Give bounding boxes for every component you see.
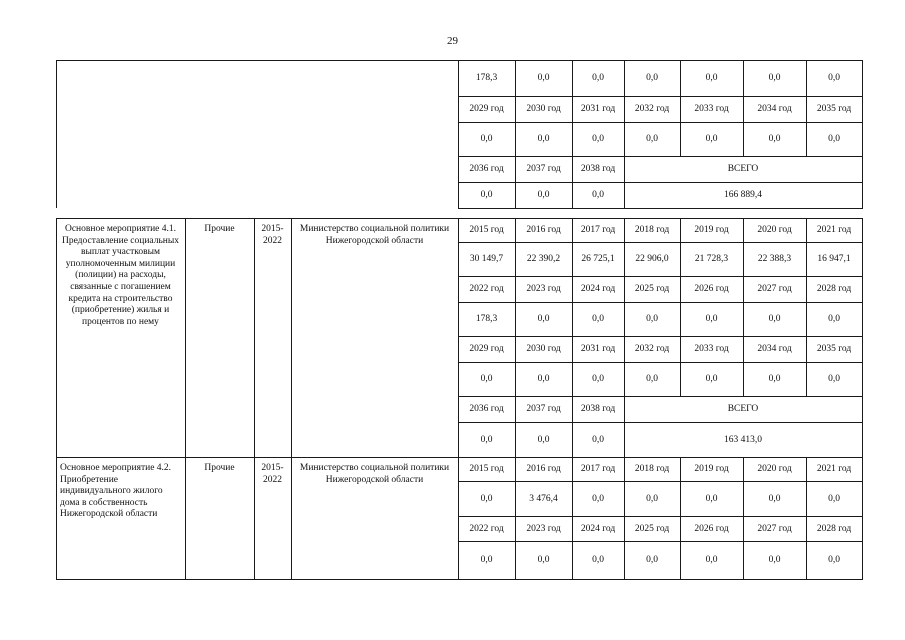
measure-4-2-cell-border [862, 481, 863, 517]
continuation-year-header: 2035 год [816, 104, 852, 114]
measure-4-1-value-cell: 21 728,3 [694, 254, 729, 264]
measure-4-2-cell-border [624, 457, 625, 482]
measure-4-1-row-line [458, 242, 863, 243]
measure-4-1-year-header: 2036 год [469, 404, 504, 414]
measure-4-1-year-header: 2033 год [694, 344, 729, 354]
measure-4-1-cell-border [680, 218, 681, 243]
continuation-cell-border [806, 60, 807, 97]
measure-column-border [56, 457, 57, 580]
continuation-year-header: 2037 год [526, 164, 561, 174]
measure-column-border [291, 457, 292, 580]
measure-4-2-cell-border [806, 457, 807, 482]
measure-4-2-value-cell: 0,0 [768, 555, 781, 565]
measure-4-1-cell-border [624, 396, 625, 423]
measure-4-1-cell-border [458, 336, 459, 363]
continuation-cell-border [515, 96, 516, 123]
continuation-year-header: 2032 год [634, 104, 670, 114]
continuation-cell-border [572, 122, 573, 157]
continuation-cell-border [624, 122, 625, 157]
measure-4-1-year-header: 2031 год [580, 344, 616, 354]
continuation-cell-border [862, 182, 863, 209]
measure-4-1-value-cell: 0,0 [592, 374, 604, 384]
measure-4-2-year-header: 2026 год [694, 523, 729, 534]
measure-4-1-year-header: 2030 год [526, 344, 561, 354]
measure-4-1-year-header: 2037 год [526, 404, 561, 414]
measure-4-1-cell-border [458, 218, 459, 243]
continuation-cell-border [862, 96, 863, 123]
measure-4-1-cell-border [624, 362, 625, 397]
measure-4-2-cell-border [680, 516, 681, 542]
measure-4-1-cell-border [572, 276, 573, 303]
measure-4-1-executor: Министерство социальной политики Нижегородской области [299, 224, 450, 246]
continuation-value-cell: 0,0 [480, 190, 493, 200]
continuation-value-cell: 0,0 [646, 134, 658, 144]
measure-4-1-cell-border [515, 276, 516, 303]
measure-4-2-cell-border [624, 516, 625, 542]
continuation-year-header: 2033 год [694, 104, 729, 114]
continuation-year-header: 2029 год [469, 104, 504, 114]
continuation-cell-border [743, 96, 744, 123]
measure-4-2-cell-border [862, 541, 863, 580]
measure-4-1-cell-border [862, 336, 863, 363]
continuation-row-line [458, 208, 863, 209]
measure-4-2-cell-border [572, 541, 573, 580]
measure-4-2-value-cell: 0,0 [646, 555, 658, 565]
measure-4-2-cell-border [458, 541, 459, 580]
measure-4-1-year-header: 2020 год [757, 225, 792, 235]
measure-4-2-value-cell: 0,0 [646, 493, 658, 504]
measure-4-2-executor: Министерство социальной политики Нижегородской области [299, 463, 450, 485]
measure-4-2-year-header: 2021 год [816, 464, 852, 474]
continuation-cell-border [624, 182, 625, 209]
measure-4-1-cell-border [572, 242, 573, 277]
continuation-cell-border [458, 122, 459, 157]
continuation-value-cell: 166 889,4 [724, 190, 762, 200]
measure-4-1-year-header: ВСЕГО [727, 404, 759, 414]
measure-column-border [291, 218, 292, 458]
measure-4-1-cell-border [572, 362, 573, 397]
continuation-cell-border [624, 156, 625, 183]
continuation-row-line [458, 156, 863, 157]
continuation-value-cell: 0,0 [646, 73, 658, 83]
continuation-value-cell: 0,0 [537, 134, 550, 144]
measure-4-1-value-cell: 0,0 [828, 374, 840, 384]
measure-4-1-cell-border [862, 242, 863, 277]
continuation-cell-border [458, 96, 459, 123]
measure-4-1-cell-border [862, 396, 863, 423]
continuation-value-cell: 0,0 [828, 134, 840, 144]
measure-4-2-row-line [458, 481, 863, 482]
measure-4-1-cell-border [743, 242, 744, 277]
continuation-cell-border [572, 182, 573, 209]
measure-4-1-cell-border [680, 336, 681, 363]
continuation-year-header: ВСЕГО [727, 164, 759, 174]
measure-4-2-cell-border [572, 457, 573, 482]
measure-4-1-cell-border [515, 302, 516, 337]
continuation-row-line [458, 122, 863, 123]
measure-4-1-value-cell: 0,0 [480, 374, 493, 384]
measure-4-1-cell-border [624, 218, 625, 243]
measure-4-1-cell-border [680, 302, 681, 337]
measure-4-1-period: 2015-2022 [261, 224, 284, 246]
measure-4-1-cell-border [624, 422, 625, 458]
measure-4-1-cell-border [862, 218, 863, 243]
continuation-cell-border [862, 60, 863, 97]
continuation-value-cell: 0,0 [768, 73, 781, 83]
continuation-cell-border [743, 60, 744, 97]
measure-column-border [56, 218, 57, 458]
continuation-cell-border [515, 122, 516, 157]
measure-4-1-value-cell: 16 947,1 [817, 254, 851, 264]
continuation-cell-border [680, 122, 681, 157]
measure-4-1-value-cell: 26 725,1 [581, 254, 615, 264]
continuation-value-cell: 0,0 [705, 134, 718, 144]
measure-column-border [254, 218, 255, 458]
measure-4-1-year-header: 2016 год [526, 225, 561, 235]
measure-4-1-cell-border [572, 422, 573, 458]
measure-4-1-year-header: 2035 год [816, 344, 852, 354]
measure-4-1-year-header: 2021 год [816, 225, 852, 235]
measure-4-2-year-header: 2025 год [634, 523, 670, 534]
measure-4-2-year-header: 2015 год [469, 464, 504, 474]
measure-4-1-cell-border [862, 276, 863, 303]
measure-4-1-cell-border [515, 336, 516, 363]
continuation-cell-border [458, 60, 459, 97]
measure-4-1-cell-border [680, 242, 681, 277]
measure-4-2-row-line [458, 457, 863, 458]
measure-4-1-cell-border [458, 396, 459, 423]
measure-4-2-cell-border [458, 481, 459, 517]
measure-4-2-year-header: 2028 год [816, 523, 852, 534]
continuation-cell-border [515, 156, 516, 183]
measure-4-2-cell-border [458, 457, 459, 482]
measure-4-1-cell-border [458, 422, 459, 458]
measure-4-1-cell-border [680, 276, 681, 303]
measure-4-1-cell-border [458, 276, 459, 303]
measure-4-2-year-header: 2019 год [694, 464, 729, 474]
measure-4-1-cell-border [515, 218, 516, 243]
measure-4-1-cell-border [680, 362, 681, 397]
measure-4-1-cell-border [572, 336, 573, 363]
measure-4-2-cell-border [624, 541, 625, 580]
continuation-value-cell: 0,0 [537, 190, 550, 200]
measure-4-1-cell-border [624, 276, 625, 303]
measure-4-2-cell-border [680, 457, 681, 482]
table-left-border [56, 60, 57, 208]
continuation-cell-border [680, 60, 681, 97]
measure-4-2-value-cell: 0,0 [480, 555, 493, 565]
measure-4-1-year-header: 2038 год [580, 404, 616, 414]
measure-4-2-name: Основное мероприятие 4.2. Приобретение индивидуального жилого дома в собственность Нижегородской области [60, 463, 172, 520]
measure-4-1-cell-border [743, 302, 744, 337]
measure-4-1-value-cell: 0,0 [828, 314, 840, 324]
measure-4-2-year-header: 2027 год [757, 523, 792, 534]
continuation-value-cell: 0,0 [537, 73, 550, 83]
measure-4-1-value-cell: 22 390,2 [526, 254, 561, 264]
measure-4-1-cell-border [743, 362, 744, 397]
measure-4-2-source: Прочие [204, 463, 235, 473]
measure-column-border [185, 457, 186, 580]
measure-4-1-year-header: 2018 год [634, 225, 670, 235]
measure-4-2-year-header: 2018 год [634, 464, 670, 474]
measure-4-1-cell-border [572, 218, 573, 243]
measure-4-2-cell-border [458, 516, 459, 542]
measure-4-1-value-cell: 0,0 [537, 374, 550, 384]
continuation-year-header: 2036 год [469, 164, 504, 174]
measure-4-1-value-cell: 0,0 [592, 314, 604, 324]
measure-4-1-cell-border [458, 362, 459, 397]
measure-4-1-year-header: 2017 год [580, 225, 616, 235]
measure-4-2-cell-border [515, 541, 516, 580]
measure-4-1-cell-border [624, 336, 625, 363]
measure-4-1-cell-border [458, 302, 459, 337]
continuation-cell-border [572, 156, 573, 183]
measure-4-2-cell-border [743, 481, 744, 517]
measure-4-2-value-cell: 0,0 [537, 555, 550, 565]
continuation-value-cell: 178,3 [475, 73, 498, 83]
measure-4-1-cell-border [743, 276, 744, 303]
measure-4-2-value-cell: 0,0 [828, 555, 840, 565]
continuation-year-header: 2034 год [757, 104, 792, 114]
measure-4-2-cell-border [680, 541, 681, 580]
measure-4-1-value-cell: 163 413,0 [724, 434, 762, 445]
continuation-year-header: 2030 год [526, 104, 561, 114]
measure-4-1-cell-border [806, 218, 807, 243]
measure-4-2-value-cell: 0,0 [705, 555, 718, 565]
measure-4-1-source: Прочие [204, 224, 235, 234]
continuation-cell-border [515, 182, 516, 209]
measure-4-1-row-line [458, 276, 863, 277]
measure-4-1-cell-border [806, 302, 807, 337]
measure-4-2-cell-border [624, 481, 625, 517]
measure-4-1-cell-border [572, 396, 573, 423]
page-number: 29 [447, 35, 458, 47]
measure-4-2-cell-border [862, 457, 863, 482]
continuation-cell-border [515, 60, 516, 97]
measure-4-2-cell-border [572, 516, 573, 542]
measure-4-1-value-cell: 30 149,7 [469, 254, 504, 264]
continuation-cell-border [458, 182, 459, 209]
measure-4-1-row-line [458, 396, 863, 397]
measure-4-1-year-header: 2029 год [469, 344, 504, 354]
measure-4-2-year-header: 2022 год [469, 523, 504, 534]
measure-4-1-year-header: 2024 год [580, 284, 616, 294]
measure-4-1-cell-border [743, 336, 744, 363]
continuation-value-cell: 0,0 [592, 73, 604, 83]
measure-4-1-cell-border [806, 276, 807, 303]
measure-4-2-cell-border [743, 457, 744, 482]
measure-4-1-row-line [458, 302, 863, 303]
measure-4-2-year-header: 2020 год [757, 464, 792, 474]
measure-4-2-value-cell: 3 476,4 [529, 493, 558, 504]
measure-4-2-cell-border [862, 516, 863, 542]
measure-4-1-value-cell: 0,0 [705, 374, 718, 384]
measure-4-2-year-header: 2016 год [526, 464, 561, 474]
measure-column-border [185, 218, 186, 458]
continuation-value-cell: 0,0 [828, 73, 840, 83]
measure-4-2-cell-border [680, 481, 681, 517]
measure-4-2-cell-border [515, 457, 516, 482]
measure-4-2-row-line [458, 579, 863, 580]
measure-4-1-year-header: 2025 год [634, 284, 670, 294]
continuation-cell-border [806, 96, 807, 123]
measure-4-2-value-cell: 0,0 [592, 555, 604, 565]
measure-4-1-year-header: 2023 год [526, 284, 561, 294]
continuation-row-line [458, 182, 863, 183]
measure-4-2-cell-border [515, 481, 516, 517]
continuation-cell-border [458, 156, 459, 183]
measure-4-1-cell-border [624, 242, 625, 277]
measure-4-1-year-header: 2028 год [816, 284, 852, 294]
measure-4-1-cell-border [806, 336, 807, 363]
continuation-cell-border [572, 60, 573, 97]
measure-4-2-row-line [458, 516, 863, 517]
continuation-cell-border [624, 60, 625, 97]
measure-4-1-value-cell: 0,0 [768, 314, 781, 324]
measure-4-2-value-cell: 0,0 [828, 493, 840, 504]
measure-4-2-value-cell: 0,0 [592, 493, 604, 504]
measure-4-1-cell-border [515, 362, 516, 397]
measure-4-1-value-cell: 0,0 [646, 314, 658, 324]
continuation-row-line [458, 96, 863, 97]
measure-4-1-cell-border [743, 218, 744, 243]
continuation-cell-border [743, 122, 744, 157]
measure-4-1-cell-border [806, 242, 807, 277]
measure-4-2-cell-border [806, 481, 807, 517]
measure-4-1-cell-border [572, 302, 573, 337]
measure-4-1-value-cell: 0,0 [646, 374, 658, 384]
continuation-value-cell: 0,0 [768, 134, 781, 144]
measure-4-1-cell-border [862, 362, 863, 397]
measure-4-1-value-cell: 0,0 [768, 374, 781, 384]
measure-4-1-cell-border [862, 422, 863, 458]
measure-4-1-cell-border [515, 396, 516, 423]
measure-4-1-row-line [458, 336, 863, 337]
continuation-cell-border [806, 122, 807, 157]
continuation-cell-border [572, 96, 573, 123]
measure-4-2-period: 2015-2022 [261, 463, 284, 485]
measure-4-1-value-cell: 0,0 [537, 434, 550, 445]
continuation-value-cell: 0,0 [480, 134, 493, 144]
measure-4-1-value-cell: 0,0 [705, 314, 718, 324]
measure-4-2-cell-border [572, 481, 573, 517]
measure-4-1-year-header: 2015 год [469, 225, 504, 235]
measure-4-1-cell-border [515, 422, 516, 458]
measure-4-1-row-line [458, 218, 863, 219]
measure-4-2-cell-border [743, 541, 744, 580]
measure-4-2-value-cell: 0,0 [768, 493, 781, 504]
measure-4-2-year-header: 2023 год [526, 523, 561, 534]
measure-4-2-cell-border [743, 516, 744, 542]
measure-4-1-cell-border [515, 242, 516, 277]
measure-4-1-year-header: 2022 год [469, 284, 504, 294]
measure-4-1-value-cell: 0,0 [537, 314, 550, 324]
measure-4-2-row-line [458, 541, 863, 542]
measure-4-1-row-line [458, 422, 863, 423]
measure-4-1-year-header: 2019 год [694, 225, 729, 235]
measure-4-1-cell-border [458, 242, 459, 277]
measure-4-2-year-header: 2017 год [580, 464, 616, 474]
measure-4-1-year-header: 2032 год [634, 344, 670, 354]
measure-4-1-value-cell: 178,3 [475, 314, 498, 324]
measure-4-2-value-cell: 0,0 [705, 493, 718, 504]
continuation-value-cell: 0,0 [705, 73, 718, 83]
measure-4-1-year-header: 2027 год [757, 284, 792, 294]
measure-4-1-cell-border [806, 362, 807, 397]
measure-4-1-year-header: 2034 год [757, 344, 792, 354]
measure-4-2-cell-border [806, 516, 807, 542]
measure-4-1-name: Основное мероприятие 4.1. Предоставление социальных выплат участковым уполномоченным милиции (полиции) на расходы, связанные с погашением кредита на строительство (приобретение) жилья и процентов по нему [61, 224, 180, 327]
continuation-cell-border [624, 96, 625, 123]
measure-4-1-cell-border [862, 302, 863, 337]
measure-4-2-cell-border [515, 516, 516, 542]
measure-4-1-value-cell: 0,0 [480, 434, 493, 445]
measure-4-1-value-cell: 0,0 [592, 434, 604, 445]
continuation-year-header: 2031 год [580, 104, 616, 114]
continuation-row-line [458, 60, 863, 61]
measure-4-2-cell-border [806, 541, 807, 580]
measure-4-1-row-line [458, 362, 863, 363]
continuation-year-header: 2038 год [580, 164, 616, 174]
continuation-cell-border [862, 156, 863, 183]
continuation-cell-border [680, 96, 681, 123]
measure-4-2-value-cell: 0,0 [480, 493, 493, 504]
continuation-value-cell: 0,0 [592, 190, 604, 200]
measure-4-1-value-cell: 22 906,0 [635, 254, 669, 264]
continuation-cell-border [862, 122, 863, 157]
measure-4-1-value-cell: 22 388,3 [757, 254, 792, 264]
measure-4-1-year-header: 2026 год [694, 284, 729, 294]
continuation-value-cell: 0,0 [592, 134, 604, 144]
measure-4-1-cell-border [624, 302, 625, 337]
measure-4-2-year-header: 2024 год [580, 523, 616, 534]
